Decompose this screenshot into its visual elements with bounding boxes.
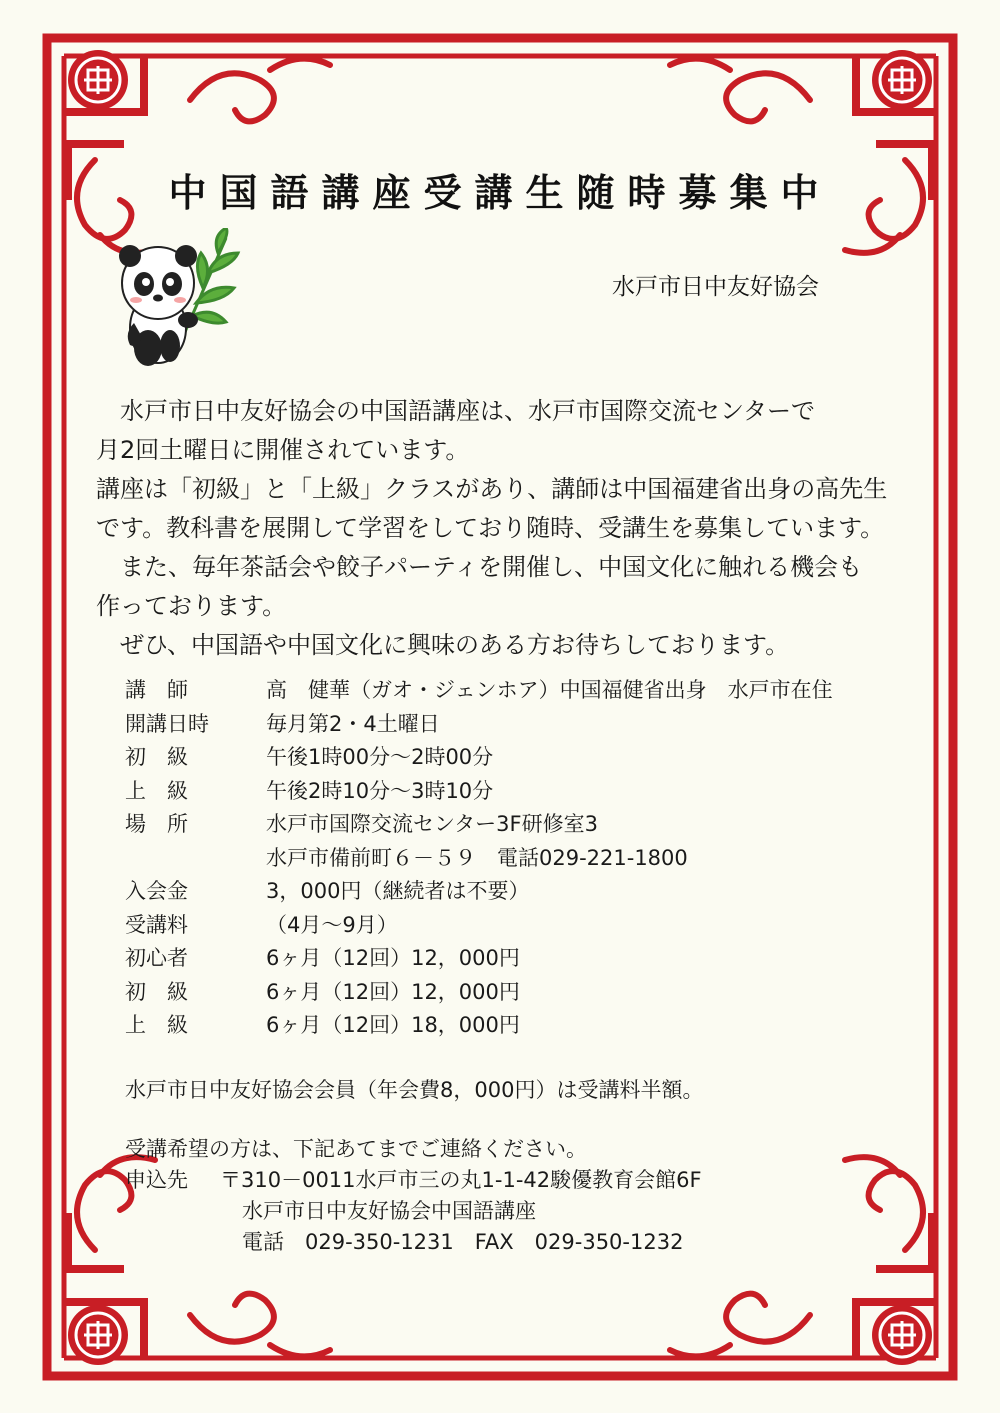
intro-line: 水戸市日中友好協会の中国語講座は、水戸市国際交流センターで: [96, 397, 816, 425]
detail-value: 午後2時10分～3時10分: [266, 778, 494, 803]
detail-value: 毎月第2・4土曜日: [266, 711, 440, 736]
contact-phone-line: [125, 1227, 702, 1258]
phone-label: 電話: [242, 1230, 284, 1254]
detail-label: 上 級: [125, 1013, 188, 1037]
organization-name: 水戸市日中友好協会: [612, 274, 819, 300]
panda-illustration: [108, 228, 248, 378]
detail-label: 受講料: [125, 912, 188, 937]
member-discount-note: 水戸市日中友好協会会員（年会費8，000円）は受講料半額。: [125, 1078, 704, 1102]
contact-intro: 受講希望の方は、下記あてまでご連絡ください。: [125, 1137, 587, 1161]
detail-row: [125, 1009, 833, 1043]
detail-label: 初 級: [125, 979, 188, 1004]
detail-label: 初心者: [125, 946, 188, 970]
intro-line: 講座は「初級」と「上級」クラスがあり、講師は中国福建省出身の高先生: [96, 475, 888, 503]
detail-row: [125, 741, 833, 775]
detail-label: 初 級: [125, 745, 188, 769]
contact-block: [125, 1134, 702, 1258]
phone-number: 029-350-1231: [305, 1230, 454, 1254]
detail-row: [125, 775, 833, 809]
detail-value: 6ヶ月（12回）12，000円: [266, 946, 520, 970]
fax-label: FAX: [474, 1230, 514, 1254]
detail-value: 6ヶ月（12回）18，000円: [266, 1013, 520, 1037]
detail-label: 上 級: [125, 778, 188, 803]
contact-label: 申込先: [125, 1168, 188, 1192]
detail-label: 開講日時: [125, 711, 209, 736]
page-title: 中国語講座受講生随時募集中: [168, 171, 832, 215]
detail-row: [125, 909, 833, 943]
intro-line: 作っております。: [96, 592, 287, 620]
intro-line: また、毎年茶話会や餃子パーティを開催し、中国文化に触れる機会も: [96, 553, 863, 581]
detail-value: 3，000円（継続者は不要）: [266, 879, 530, 903]
detail-label: 入会金: [125, 879, 188, 903]
detail-row: [125, 808, 833, 842]
detail-value: 水戸市備前町６－５９ 電話029-221-1800: [266, 845, 688, 870]
detail-value: （4月～9月）: [266, 912, 398, 937]
intro-line: です。教科書を展開して学習をしており随時、受講生を募集しています。: [96, 514, 885, 542]
detail-row: [125, 842, 833, 876]
detail-value: 水戸市国際交流センター3F研修室3: [266, 812, 598, 836]
detail-label: 講 師: [125, 678, 188, 702]
contact-address: 〒310－0011水戸市三の丸1-1-42駿優教育会館6F: [220, 1168, 702, 1192]
course-details: [125, 674, 833, 1043]
detail-row: [125, 708, 833, 742]
detail-row: [125, 976, 833, 1010]
detail-row: [125, 875, 833, 909]
detail-value: 6ヶ月（12回）12，000円: [266, 979, 520, 1004]
detail-row: [125, 674, 833, 708]
intro-text: [96, 392, 936, 665]
detail-label: 場 所: [125, 812, 188, 836]
contact-address-line: [125, 1165, 702, 1196]
detail-value: 高 健華（ガオ・ジェンホア）中国福健省出身 水戸市在住: [266, 678, 833, 702]
contact-organization: 水戸市日中友好協会中国語講座: [242, 1199, 536, 1223]
detail-value: 午後1時00分～2時00分: [266, 745, 494, 769]
fax-number: 029-350-1232: [534, 1230, 684, 1254]
intro-line: 月2回土曜日に開催されています。: [96, 436, 470, 464]
detail-row: [125, 942, 833, 976]
intro-line: ぜひ、中国語や中国文化に興味のある方お待ちしております。: [96, 631, 790, 659]
